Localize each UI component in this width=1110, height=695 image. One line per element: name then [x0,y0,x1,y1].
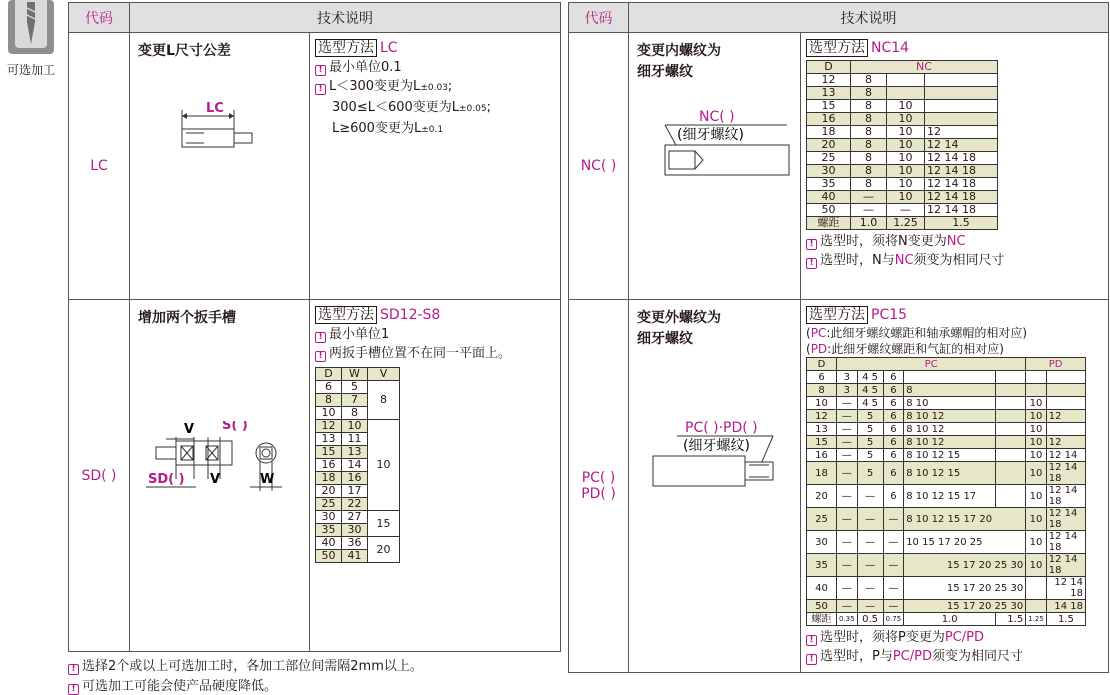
feature-nc-2: 细牙螺纹 [637,64,693,80]
cell: — [837,410,858,423]
cell: 10 [1026,410,1047,423]
pc-size-table [806,357,1086,626]
warning-icon: ! [806,258,817,269]
lc-suffix: ; [486,100,491,115]
drill-icon [8,0,54,54]
cell: — [857,531,883,554]
cell: 25 [807,508,837,531]
cell: 8 [851,139,887,152]
cell [925,100,998,113]
cell: 8 10 12 15 [904,462,996,485]
cell: 15 [368,511,400,537]
cell: 6 [883,423,904,436]
cell: — [837,462,858,485]
cell: 1.0 [851,217,887,230]
cell: 12 14 18 [1046,577,1085,600]
cell: 10 [316,407,342,420]
cell: 4 5 [857,397,883,410]
cell: 50 [807,204,851,217]
cell: 6 [883,449,904,462]
cell: 10 [342,420,368,433]
cell: 8 [851,165,887,178]
sd-diagram [138,421,301,508]
code-pd: PD( ) [581,486,616,502]
cell: 10 [1026,508,1047,531]
cell: 8 [851,152,887,165]
cell: 1.25 [887,217,925,230]
header-desc: 技术说明 [130,3,561,33]
th: D [807,358,837,371]
cell: — [883,554,904,577]
warning-icon: ! [68,664,79,675]
pc-diagram-sub: (细牙螺纹) [683,438,750,454]
cell: 16 [316,459,342,472]
cell: 18 [807,462,837,485]
cell [996,423,1026,436]
cell: 40 [316,537,342,550]
pc-term: PC/PD [944,630,984,645]
cell: 6 [883,397,904,410]
header-desc: 技术说明 [629,3,1109,33]
code-pc: PC( ) [581,470,616,486]
cell: 5 [857,423,883,436]
cell: 27 [342,511,368,524]
cell: 15 17 20 25 30 [904,577,1026,600]
pc-diagram [637,418,792,505]
left-spec-table [68,2,561,652]
cell [1046,384,1085,397]
cell: 18 [316,472,342,485]
cell: 14 [342,459,368,472]
pc-term: PC [810,326,827,340]
cell: 16 [342,472,368,485]
lc-note: L≥600变更为L [332,121,422,136]
method-value-lc: LC [380,40,398,56]
cell: 12 [1046,410,1085,423]
cell: 12 14 18 [1046,531,1085,554]
cell: — [837,577,858,600]
cell: — [837,436,858,449]
cell: 0.5 [857,613,883,626]
cell [996,371,1026,384]
lc-tol: ±0.1 [421,125,444,135]
cell: 10 [1026,397,1047,410]
cell: 13 [807,423,837,436]
cell [1046,371,1085,384]
cell [996,462,1026,485]
pc-paren: :此细牙螺纹螺距和气缸的相对应) [827,342,1004,356]
cell: 12 [316,420,342,433]
cell: 6 [883,436,904,449]
cell [1046,423,1085,436]
cell [1046,397,1085,410]
cell: 15 [807,100,851,113]
sd-s-label: S( ) [222,421,248,433]
nc-diagram [637,101,792,188]
pc-paren: ( [806,326,811,340]
feature-pc-2: 细牙螺纹 [637,331,693,347]
pc-note: 选型时，P与 [820,649,893,664]
cell: 10 [368,420,400,511]
pc-note: 选型时，须将P变更为 [820,630,945,645]
cell [996,397,1026,410]
feature-lc: 变更L尺寸公差 [138,43,231,59]
method-value-nc: NC14 [871,40,910,56]
cell: 10 [1026,485,1047,508]
warning-icon: ! [315,84,326,95]
sd-v2-label: V [210,472,221,487]
cell: 30 [316,511,342,524]
cell [1026,384,1047,397]
cell: 10 [887,152,925,165]
cell: 12 [807,74,851,87]
header-code: 代码 [69,3,130,33]
cell: 8 [807,384,837,397]
cell: 1.5 [925,217,998,230]
nc-note: 须变为相同尺寸 [913,253,1005,268]
th: D [316,368,342,381]
cell: 15 17 20 25 30 [904,554,1026,577]
cell [887,87,925,100]
cell: — [887,204,925,217]
cell: 12 14 18 [925,178,998,191]
cell: 8 [851,178,887,191]
cell: — [857,485,883,508]
cell: 35 [316,524,342,537]
warning-icon: ! [68,684,79,695]
header-code: 代码 [569,3,629,33]
warning-icon: ! [315,332,326,343]
cell: 4 5 [857,371,883,384]
cell: 8 10 12 15 [904,449,996,462]
warning-icon: ! [806,654,817,665]
cell: 10 [887,139,925,152]
warning-icon: ! [315,351,326,362]
cell: — [837,554,858,577]
cell: 6 [883,462,904,485]
cell: 8 10 12 [904,423,996,436]
pc-term: PD [810,342,828,356]
cell: 10 [1026,423,1047,436]
cell: 12 14 18 [925,191,998,204]
lc-note: 300≤L＜600变更为L [332,100,460,115]
cell: 8 [368,381,400,420]
right-spec-table [568,2,1109,673]
cell: 20 [807,485,837,508]
cell: 1.0 [904,613,996,626]
cell: — [857,600,883,613]
cell [996,384,1026,397]
th: D [807,61,851,74]
pc-paren: :此细牙螺纹螺距和轴承螺帽的相对应) [826,326,1028,340]
cell: 6 [807,371,837,384]
cell: 8 10 12 15 17 [904,485,996,508]
cell: 12 [807,410,837,423]
sd-w-label: W [260,472,275,487]
cell: 16 [807,449,837,462]
cell: 22 [342,498,368,511]
pc-term: PC/PD [892,649,932,664]
cell: 螺距 [807,613,837,626]
cell: — [857,554,883,577]
lc-tol: ±0.05 [459,104,487,114]
cell: 12 14 18 [1046,462,1085,485]
cell: — [851,191,887,204]
method-value-pc: PC15 [871,307,908,323]
cell: 30 [342,524,368,537]
cell: 6 [883,384,904,397]
nc-term: NC [946,234,966,249]
cell: 螺距 [807,217,851,230]
cell: 13 [316,433,342,446]
cell: — [837,423,858,436]
nc-diagram-sub: (细牙螺纹) [677,127,744,143]
method-label-pc: 选型方法 [806,306,868,324]
cell [996,485,1026,508]
cell: 35 [807,178,851,191]
warning-icon: ! [315,65,326,76]
nc-note: 选型时，须将N变更为 [820,234,947,249]
cell: 8 [316,394,342,407]
cell [925,87,998,100]
cell: 10 [887,178,925,191]
cell: 10 [1026,449,1047,462]
cell: — [883,600,904,613]
lc-diagram [174,100,301,160]
cell: — [837,600,858,613]
cell: 11 [342,433,368,446]
method-label-sd: 选型方法 [315,306,377,324]
th: W [342,368,368,381]
cell: 40 [807,577,837,600]
cell: 5 [342,381,368,394]
cell: 6 [883,410,904,423]
cell: 15 [807,436,837,449]
cell [925,113,998,126]
cell: 12 14 18 [1046,554,1085,577]
cell: 8 10 12 [904,410,996,423]
cell [996,410,1026,423]
cell [1026,600,1047,613]
cell: 15 [316,446,342,459]
nc-size-table [806,60,998,230]
nc-note: 选型时，N与 [820,253,895,268]
cell: 0.35 [837,613,858,626]
cell: 1.5 [1046,613,1085,626]
lc-note: L＜300变更为L [329,79,421,94]
cell: 10 [1026,436,1047,449]
th: PD [1026,358,1086,371]
cell: 20 [807,139,851,152]
cell [1026,371,1047,384]
cell: 8 10 [904,397,996,410]
nc-diagram-label: NC( ) [699,109,735,125]
code-nc: NC( ) [569,33,629,300]
sd-v-label: V [184,422,195,437]
lc-tol: ±0.03 [420,83,448,93]
feature-pc-1: 变更外螺纹为 [637,310,721,326]
cell: 5 [857,462,883,485]
cell: 25 [807,152,851,165]
cell: 50 [807,600,837,613]
cell: 6 [883,371,904,384]
th: PC [837,358,1026,371]
footer-notes [68,657,423,695]
th: V [368,368,400,381]
cell: 8 10 12 [904,436,996,449]
cell: 0.75 [883,613,904,626]
cell: 5 [857,436,883,449]
cell: — [837,449,858,462]
cell: 12 14 18 [1046,508,1085,531]
cell: 18 [807,126,851,139]
cell: 3 [837,371,858,384]
cell: 12 14 [1046,449,1085,462]
cell: 8 [851,87,887,100]
sd-sd-label: SD( ) [148,472,185,487]
code-lc: LC [69,33,130,300]
cell [925,74,998,87]
code-sd: SD( ) [69,300,130,652]
cell: — [837,508,858,531]
method-value-sd: SD12-S8 [380,307,441,323]
cell: 16 [807,113,851,126]
lc-suffix: ; [447,79,453,94]
cell: 6 [316,381,342,394]
footer-note: 可选加工可能会使产品硬度降低。 [82,679,278,694]
cell [887,74,925,87]
cell: 25 [316,498,342,511]
pc-diagram-label: PC( )·PD( ) [685,420,758,436]
cell: 8 [851,100,887,113]
cell: 12 14 18 [925,165,998,178]
feature-sd: 增加两个扳手槽 [138,310,236,326]
method-label-nc: 选型方法 [806,39,868,57]
cell: 4 5 [857,384,883,397]
cell: 5 [857,410,883,423]
cell: 10 15 17 20 25 [904,531,1026,554]
cell: 35 [807,554,837,577]
cell: 8 [851,113,887,126]
cell: 8 [342,407,368,420]
cell: 1.25 [1026,613,1047,626]
cell: 13 [342,446,368,459]
cell: 10 [1026,531,1047,554]
cell: 36 [342,537,368,550]
cell: — [837,531,858,554]
cell: — [851,204,887,217]
cell: 12 [1046,436,1085,449]
cell: 8 [851,74,887,87]
cell: 12 [925,126,998,139]
cell: 8 [851,126,887,139]
sd-size-table [315,367,400,563]
cell: 20 [316,485,342,498]
cell: 10 [807,397,837,410]
cell: 12 14 18 [1046,485,1085,508]
pc-paren: ( [806,342,811,356]
cell [1026,577,1047,600]
lc-note: 最小单位0.1 [329,60,402,75]
cell: 10 [887,165,925,178]
cell: 41 [342,550,368,563]
cell: — [857,577,883,600]
cell: 30 [807,531,837,554]
cell: 17 [342,485,368,498]
warning-icon: ! [806,239,817,250]
cell: — [857,508,883,531]
cell: 10 [887,126,925,139]
cell: 1.5 [996,613,1026,626]
cell: — [883,577,904,600]
sd-note: 最小单位1 [329,327,390,342]
side-label: 可选加工 [6,63,55,77]
cell: — [837,485,858,508]
cell: 13 [807,87,851,100]
cell: 3 [837,384,858,397]
cell: 10 [887,191,925,204]
cell: 10 [887,100,925,113]
pc-note: 须变为相同尺寸 [932,649,1024,664]
cell: 8 10 12 15 17 20 [904,508,1026,531]
cell: 7 [342,394,368,407]
cell [996,449,1026,462]
cell: 30 [807,165,851,178]
cell: 10 [1026,462,1047,485]
feature-nc-1: 变更内螺纹为 [637,43,721,59]
cell: — [883,508,904,531]
cell: 20 [368,537,400,563]
lc-dim-label: LC [206,101,224,116]
cell: 12 14 18 [925,152,998,165]
cell: 5 [857,449,883,462]
nc-term: NC [894,253,914,268]
cell: 15 17 20 25 30 [904,600,1026,613]
warning-icon: ! [806,635,817,646]
cell: — [883,531,904,554]
cell: 8 [904,384,996,397]
cell: 40 [807,191,851,204]
cell: — [837,397,858,410]
cell: 12 14 18 [925,204,998,217]
cell [996,436,1026,449]
method-label-lc: 选型方法 [315,39,377,57]
cell: 10 [887,113,925,126]
th: NC [851,61,998,74]
cell: 10 [1026,554,1047,577]
sd-note: 两扳手槽位置不在同一平面上。 [329,346,512,361]
cell [904,371,996,384]
cell: 12 14 [925,139,998,152]
cell: 14 18 [1046,600,1085,613]
cell: 50 [316,550,342,563]
cell: 6 [883,485,904,508]
footer-note: 选择2个或以上可选加工时，各加工部位间需隔2mm以上。 [82,659,423,674]
